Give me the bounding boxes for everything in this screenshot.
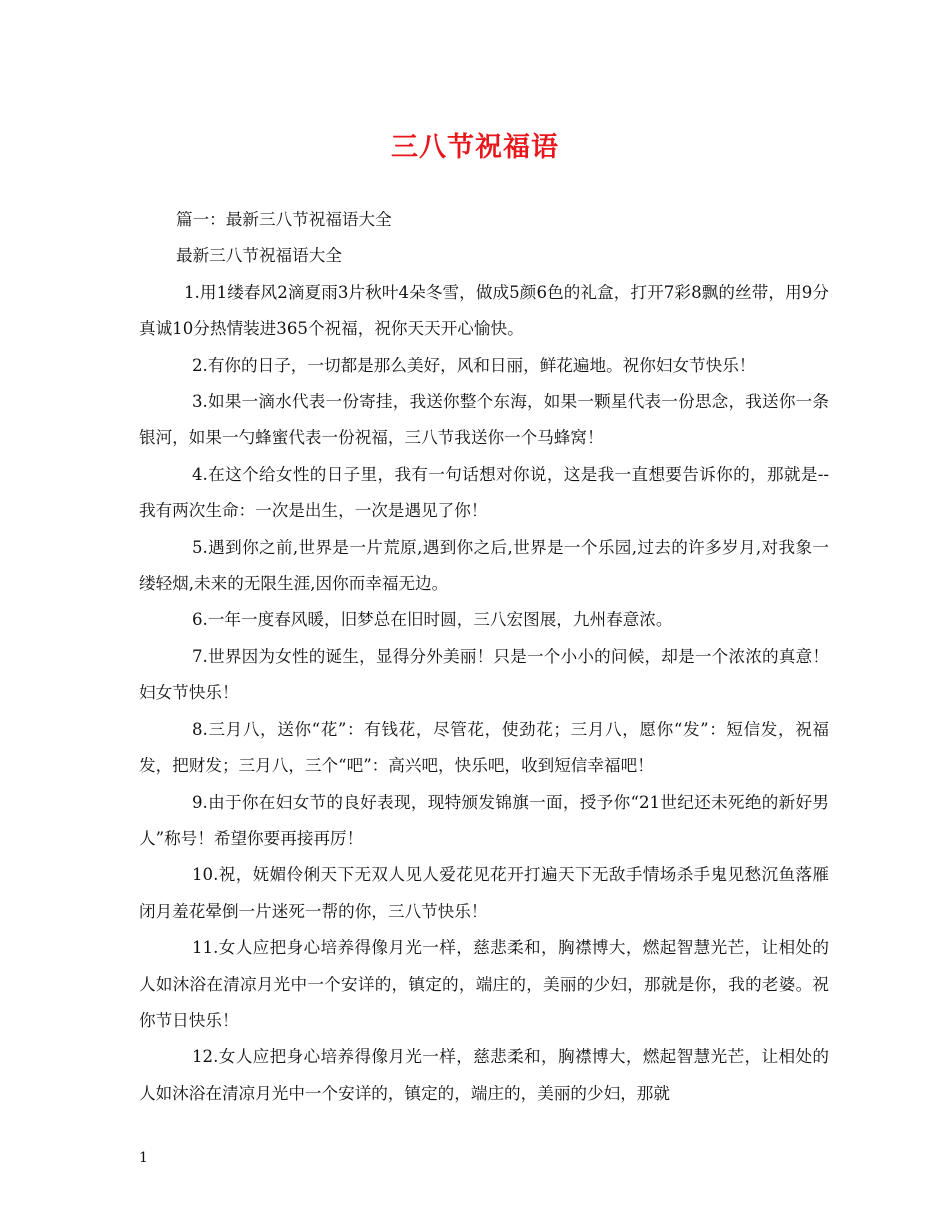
blessing-item-12: 12.女人应把身心培养得像月光一样，慈悲柔和，胸襟博大，燃起智慧光芒，让相处的人如沐浴在清凉月光中一个安详的，镇定的，端庄的，美丽的少妇，那就: [139, 1047, 829, 1103]
blessing-item-4: 4.在这个给女性的日子里，我有一句话想对你说，这是我一直想要告诉你的，那就是--我有两次生命：一次是出生，一次是遇见了你！: [139, 464, 829, 521]
blessing-item-3: 3.如果一滴水代表一份寄挂，我送你整个东海，如果一颗星代表一份思念，我送你一条银河，如果一勺蜂蜜代表一份祝福，三八节我送你一个马蜂窝！: [139, 392, 829, 448]
blessing-item-1: 1.用1缕春风2滴夏雨3片秋叶4朵冬雪，做成5颜6色的礼盒，打开7彩8飘的丝带，用9分真诚10分热情装进365个祝福，祝你天天开心愉快。: [139, 282, 829, 339]
blessing-item-5: 5.遇到你之前,世界是一片荒原,遇到你之后,世界是一个乐园,过去的许多岁月,对我象一缕轻烟,未来的无限生涯,因你而幸福无边。: [139, 537, 829, 594]
blessing-item-2: 2.有你的日子，一切都是那么美好，风和日丽，鲜花遍地。祝你妇女节快乐！: [192, 355, 756, 375]
blessing-item-7: 7.世界因为女性的诞生，显得分外美丽！只是一个小小的问候，却是一个浓浓的真意！妇女节快乐！: [139, 646, 829, 703]
blessing-item-8: 8.三月八，送你“花”：有钱花，尽管花，使劲花；三月八，愿你“发”：短信发，祝福发，把财发；三月八，三个“吧”：高兴吧，快乐吧，收到短信幸福吧！: [139, 719, 829, 776]
document-body: [139, 202, 829, 1112]
blessing-item-11: 11.女人应把身心培养得像月光一样，慈悲柔和，胸襟博大，燃起智慧光芒，让相处的人如沐浴在清凉月光中一个安详的，镇定的，端庄的，美丽的少妇，那就是你，我的老婆。祝你节日快乐！: [139, 938, 829, 1030]
page-number: 1: [139, 1150, 148, 1166]
document-title: 三八节祝福语: [391, 132, 559, 163]
blessing-item-10: 10.祝，妩媚伶俐天下无双人见人爱花见花开打遍天下无敌手情场杀手鬼见愁沉鱼落雁闭月羞花晕倒一片迷死一帮的你，三八节快乐！: [139, 865, 829, 921]
blessing-item-6: 6.一年一度春风暖，旧梦总在旧时圆，三八宏图展，九州春意浓。: [192, 610, 673, 630]
section-heading: 篇一：最新三八节祝福语大全: [176, 210, 392, 229]
blessing-item-9: 9.由于你在妇女节的良好表现，现特颁发锦旗一面，授予你“21世纪还未死绝的新好男人”称号！希望你要再接再厉！: [139, 792, 829, 848]
section-subheading: 最新三八节祝福语大全: [176, 246, 342, 266]
